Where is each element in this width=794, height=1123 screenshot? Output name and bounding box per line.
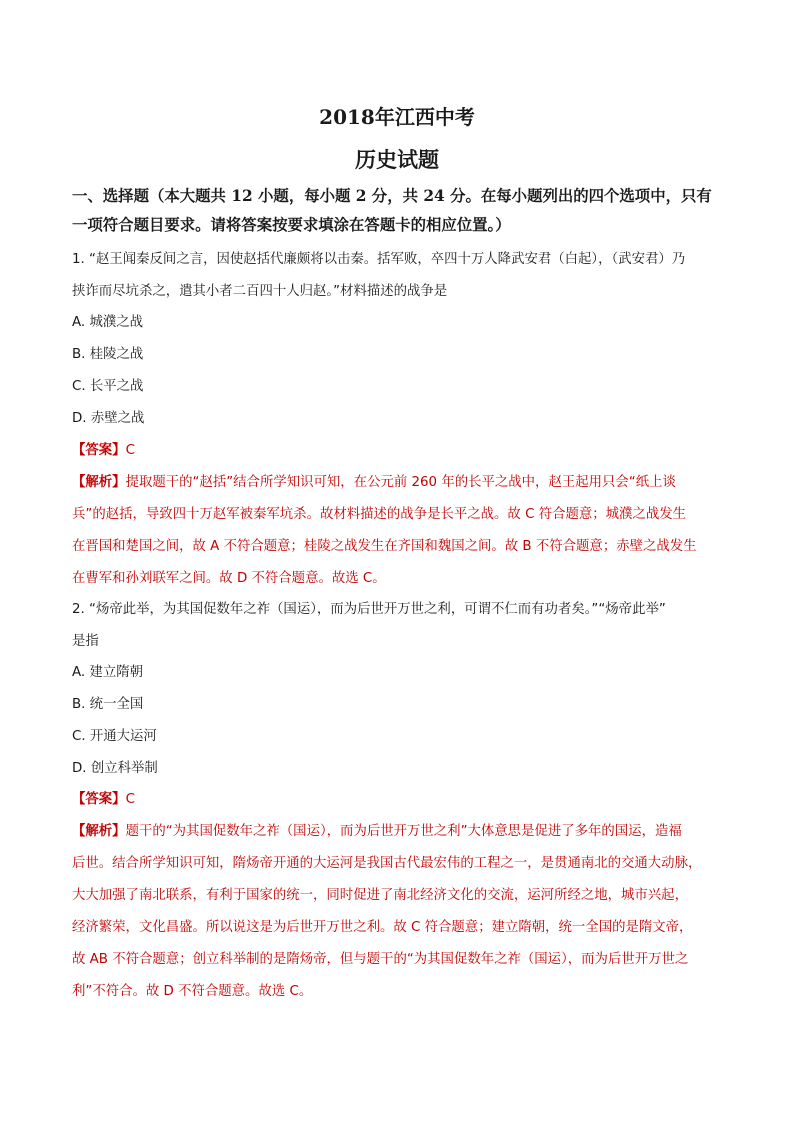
question-2-analysis-line-2: 后世。结合所学知识可知，隋炀帝开通的大运河是我国古代最宏伟的工程之一，是贯通南北的交通大动脉， [72,856,702,871]
analysis-tag: 【解析】 [72,824,126,839]
section-heading-line-1: 一、选择题（本大题共 12 小题，每小题 2 分，共 24 分。在每小题列出的四个选项中，只有 [72,187,712,205]
analysis-text: 题干的“为其国促数年之祚（国运），而为后世开万世之利”大体意思是促进了多年的国运，造福 [125,824,682,839]
question-1-stem-line-1: 1. “赵王闻秦反间之言，因使赵括代廉颇将以击秦。括军败，卒四十万人降武安君（白起），（武安君）乃 [72,252,686,267]
question-1-analysis-line-2: 兵”的赵括，导致四十万赵军被秦军坑杀。故材料描述的战争是长平之战。故 C 符合题意；城濮之战发生 [72,507,686,522]
question-1-option-c: C. 长平之战 [72,379,144,394]
question-2-analysis-line-5: 故 AB 不符合题意；创立科举制的是隋炀帝，但与题干的“为其国促数年之祚（国运），而为后世开万世之 [72,952,689,967]
question-1-analysis-line-1 [72,473,727,493]
answer-tag: 【答案】 [72,792,126,807]
question-1-answer [72,441,727,461]
question-1-option-b: B. 桂陵之战 [72,347,144,362]
question-2-option-a: A. 建立隋朝 [72,665,143,680]
question-2-option-c: C. 开通大运河 [72,729,157,744]
analysis-tag: 【解析】 [72,475,126,490]
question-2-answer [72,790,727,810]
question-1-stem-line-2: 挟诈而尽坑杀之，遣其小者二百四十人归赵。”材料描述的战争是 [72,284,448,299]
section-heading [72,182,722,240]
question-2-analysis-line-3: 大大加强了南北联系，有利于国家的统一，同时促进了南北经济文化的交流，运河所经之地，城市兴起， [72,888,688,903]
question-2-analysis-line-6: 利”不符合。故 D 不符合题意。故选 C。 [72,984,313,999]
question-2-stem-line-1: 2. “炀帝此举，为其国促数年之祚（国运），而为后世开万世之利，可谓不仁而有功者矣。”“炀帝此举” [72,602,666,617]
question-1-option-a: A. 城濮之战 [72,315,143,330]
question-1-option-d: D. 赤壁之战 [72,411,145,426]
question-2-stem-line-2: 是指 [72,634,99,649]
question-2-analysis-line-1 [72,822,727,842]
section-heading-line-2: 一项符合题目要求。请将答案按要求填涂在答题卡的相应位置。） [72,216,511,234]
question-2-analysis-line-4: 经济繁荣，文化昌盛。所以说这是为后世开万世之利。故 C 符合题意；建立隋朝，统一全国的是隋文帝， [72,920,693,935]
question-1-analysis-line-4: 在曹军和孙刘联军之间。故 D 不符合题意。故选 C。 [72,571,386,586]
page-title: 2018年江西中考 [319,105,475,129]
page-subtitle: 历史试题 [355,147,439,172]
question-2-option-b: B. 统一全国 [72,697,144,712]
question-2-option-d: D. 创立科举制 [72,761,158,776]
answer-value: C [125,443,135,458]
analysis-text: 提取题干的“赵括”结合所学知识可知，在公元前 260 年的长平之战中，赵王起用只会“纸上谈 [125,475,676,490]
answer-value: C [125,792,135,807]
answer-tag: 【答案】 [72,443,126,458]
question-1-analysis-line-3: 在晋国和楚国之间，故 A 不符合题意；桂陵之战发生在齐国和魏国之间。故 B 不符合题意；赤壁之战发生 [72,539,697,554]
